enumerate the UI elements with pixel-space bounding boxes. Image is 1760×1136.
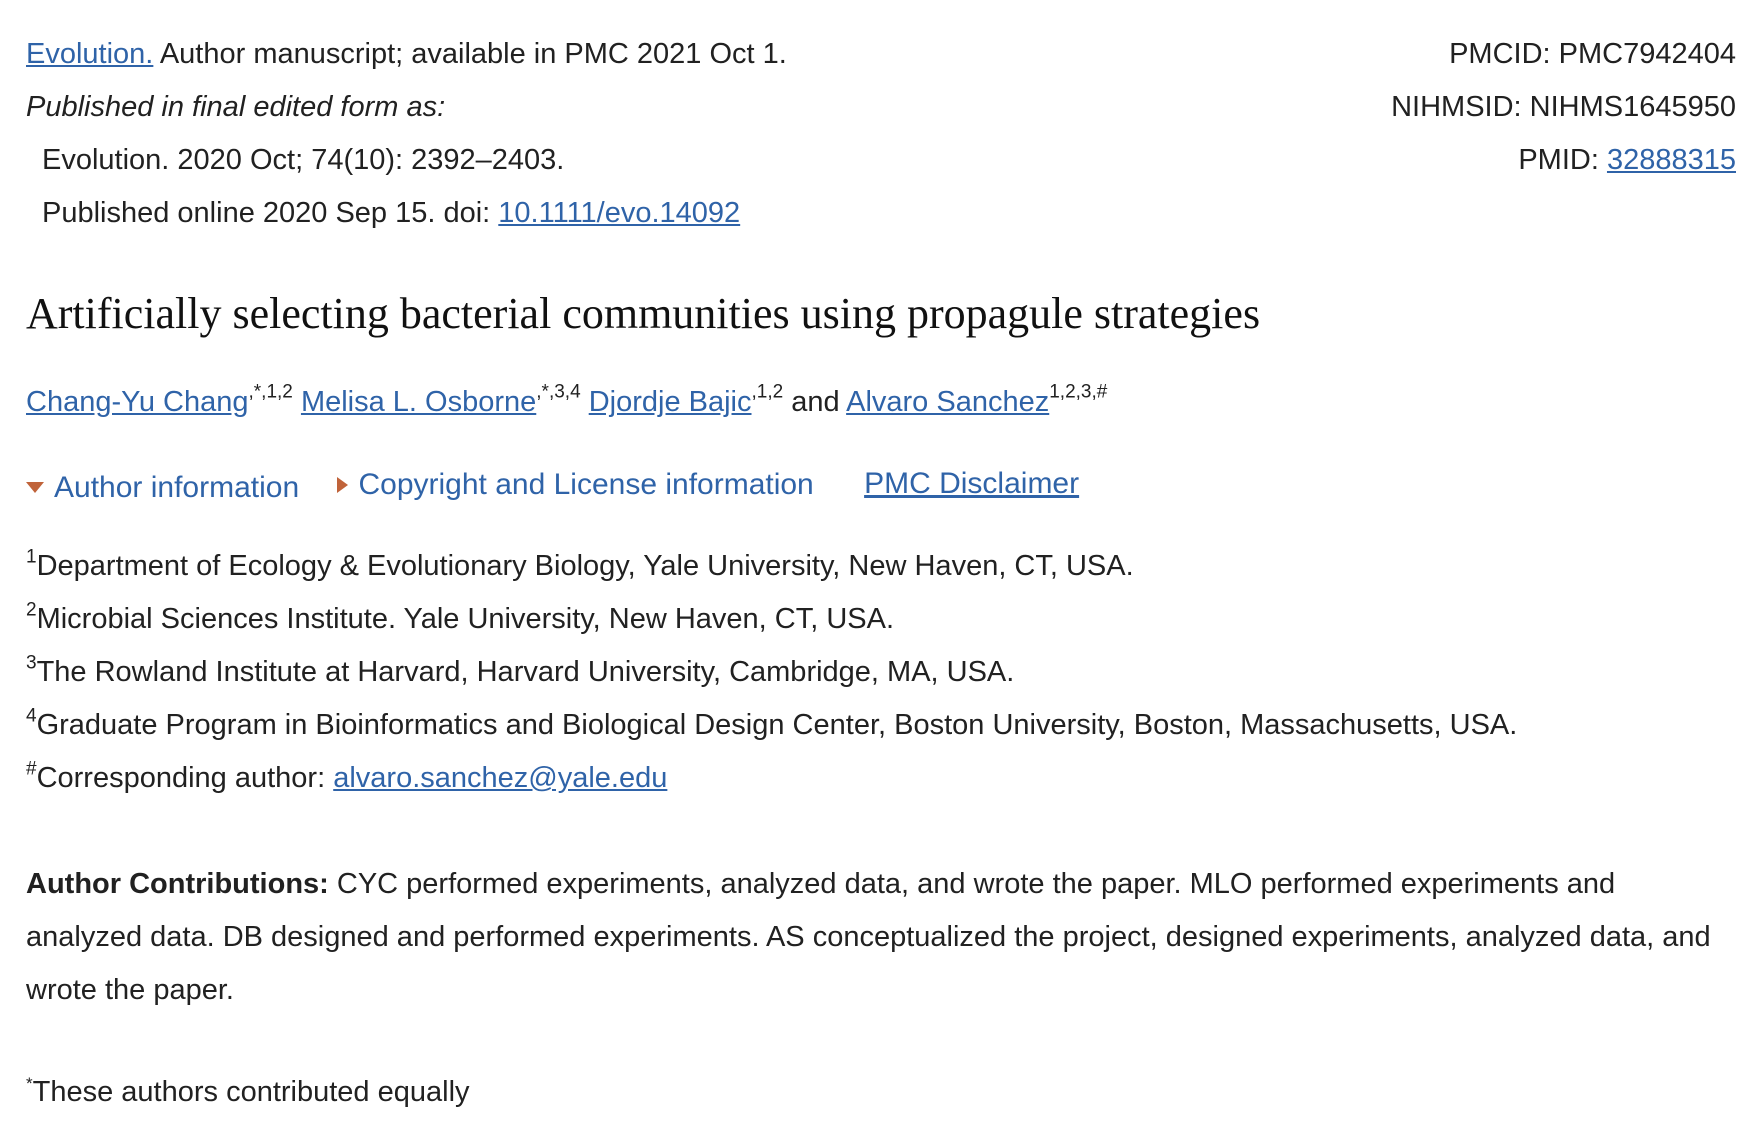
pmid-link[interactable]: 32888315 [1606, 144, 1736, 176]
online-line [26, 187, 787, 240]
affiliation-mark: 4 [26, 705, 37, 727]
author-mark: 1,2,3,# [1049, 381, 1108, 403]
article-page [26, 0, 1736, 1136]
equal-contribution-note [26, 1066, 470, 1119]
pmc-disclaimer-link[interactable]: PMC Disclaimer [864, 467, 1080, 500]
pmid-line [1391, 134, 1736, 187]
affiliation-text: Department of Ecology & Evolutionary Biology, Yale University, New Haven, CT, USA. [36, 550, 1134, 582]
equal-mark: * [26, 1074, 33, 1094]
affiliation-item [26, 593, 1517, 646]
corresponding-author [26, 752, 1517, 805]
author-mark: ,*,3,4 [536, 381, 581, 403]
doi-link[interactable]: 10.1111/evo.14092 [498, 197, 741, 229]
triangle-down-icon [26, 482, 44, 493]
author-link-bajic[interactable]: Djordje Bajic [588, 386, 752, 418]
nihmsid: NIHMSID: NIHMS1645950 [1391, 91, 1736, 123]
author-mark: ,1,2 [751, 381, 784, 403]
author-sep [581, 386, 589, 418]
copyright-license-toggle[interactable] [337, 463, 813, 507]
corresponding-email-link[interactable]: alvaro.sanchez@yale.edu [333, 762, 668, 794]
author-contributions [26, 858, 1726, 1017]
affiliation-mark: 1 [26, 546, 37, 568]
identifiers-block [1391, 28, 1736, 187]
author-sep: and [783, 386, 847, 418]
info-toggles [26, 462, 1079, 510]
online-prefix: Published online 2020 Sep 15. doi: [42, 197, 499, 229]
affiliation-item [26, 540, 1517, 593]
citation-text: Evolution. 2020 Oct; 74(10): 2392–2403. [42, 144, 565, 176]
triangle-right-icon [337, 477, 348, 493]
corresponding-label: Corresponding author: [36, 762, 334, 794]
affiliation-text: Microbial Sciences Institute. Yale University, New Haven, CT, USA. [36, 603, 895, 635]
affiliation-text: Graduate Program in Bioinformatics and Biological Design Center, Boston University, Boston, Massachusetts, USA. [36, 709, 1518, 741]
contributions-text: CYC performed experiments, analyzed data, and wrote the paper. MLO performed experiments and analyzed data. DB designed and performed experiments. AS conceptualized the project, designed experiments, analyzed data, and wrote the paper. [26, 868, 1711, 1006]
manuscript-line [26, 28, 787, 81]
author-link-osborne[interactable]: Melisa L. Osborne [300, 386, 537, 418]
manuscript-note: Author manuscript; available in PMC 2021 Oct 1. [153, 38, 787, 70]
author-mark: ,*,1,2 [248, 381, 293, 403]
affiliation-item [26, 699, 1517, 752]
copyright-license-label: Copyright and License information [358, 468, 814, 501]
affiliations-list [26, 540, 1517, 805]
pmid-label: PMID: [1518, 144, 1607, 176]
article-title: Artificially selecting bacterial communities using propagule strategies [26, 289, 1261, 338]
contributions-label: Author Contributions: [26, 868, 329, 900]
corresponding-mark: # [26, 758, 37, 780]
author-list [26, 378, 1107, 426]
affiliation-mark: 2 [26, 599, 37, 621]
journal-link[interactable]: Evolution. [26, 38, 154, 70]
pmcid: PMCID: PMC7942404 [1449, 38, 1736, 70]
author-information-toggle[interactable] [26, 466, 299, 510]
affiliation-text: The Rowland Institute at Harvard, Harvard University, Cambridge, MA, USA. [36, 656, 1015, 688]
affiliation-mark: 3 [26, 652, 37, 674]
affiliation-item [26, 646, 1517, 699]
author-link-chang[interactable]: Chang-Yu Chang [26, 386, 249, 418]
equal-text: These authors contributed equally [32, 1076, 470, 1108]
author-link-sanchez[interactable]: Alvaro Sanchez [846, 386, 1050, 418]
author-sep [293, 386, 301, 418]
citation-block [26, 28, 787, 240]
author-information-label: Author information [54, 470, 300, 504]
published-as-label: Published in final edited form as: [26, 91, 446, 123]
